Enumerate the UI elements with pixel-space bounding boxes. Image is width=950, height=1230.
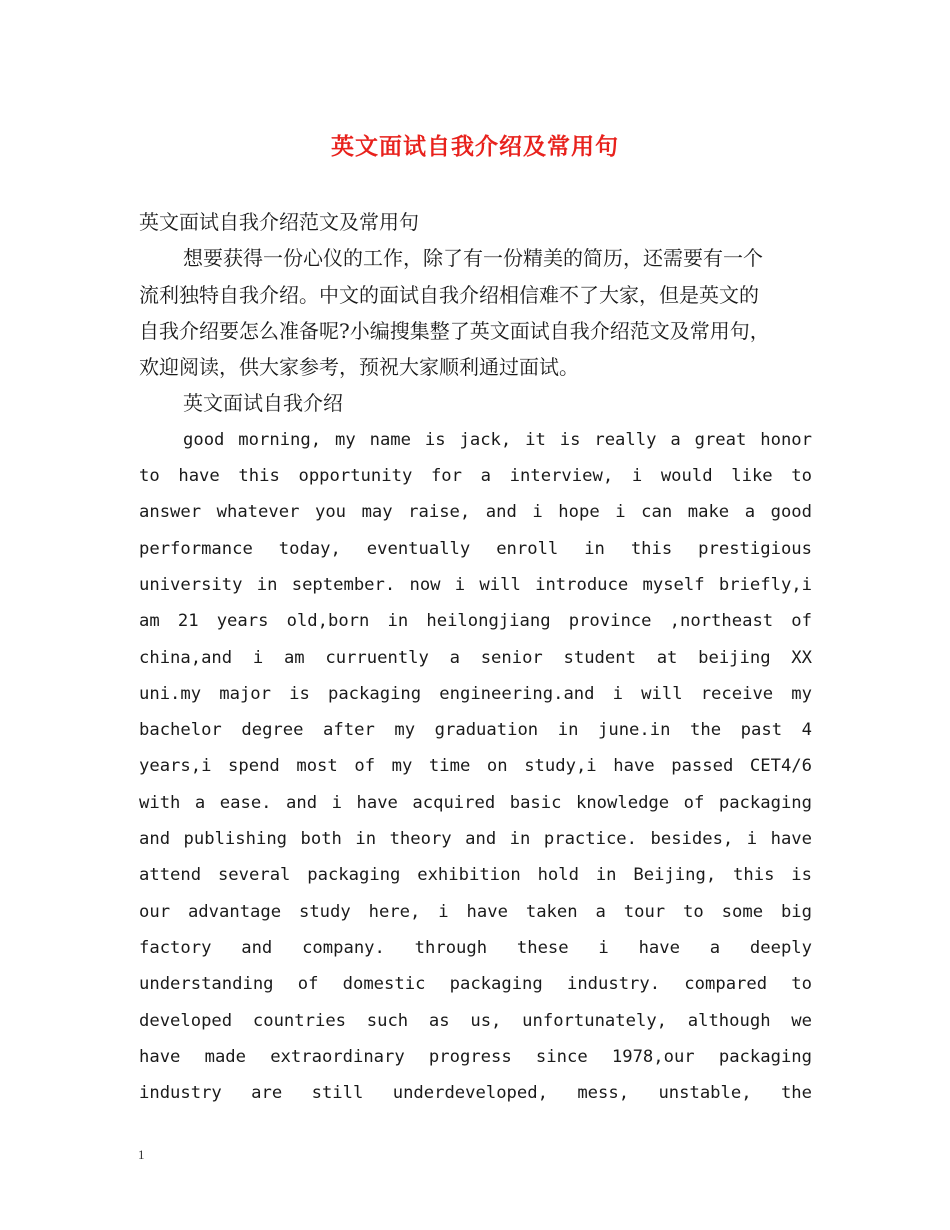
document-body bbox=[139, 204, 812, 1111]
english-line: years,i spend most of my time on study,i have passed CET4/6 bbox=[139, 756, 812, 777]
intro-line: 欢迎阅读，供大家参考，预祝大家顺利通过面试。 bbox=[139, 355, 579, 380]
english-line: industry are still underdeveloped, mess, unstable, the bbox=[139, 1083, 812, 1104]
english-line: understanding of domestic packaging industry. compared to bbox=[139, 974, 812, 995]
english-line: factory and company. through these i have a deeply bbox=[139, 937, 812, 958]
english-line: have made extraordinary progress since 1978,our packaging bbox=[139, 1046, 812, 1067]
english-line: uni.my major is packaging engineering.and i will receive my bbox=[139, 683, 812, 704]
english-line: and publishing both in theory and in practice. besides, i have bbox=[139, 829, 812, 850]
intro-line: 想要获得一份心仪的工作，除了有一份精美的简历，还需要有一个 bbox=[183, 246, 763, 271]
document-subtitle: 英文面试自我介绍范文及常用句 bbox=[139, 210, 419, 234]
english-line: with a ease. and i have acquired basic knowledge of packaging bbox=[139, 792, 812, 813]
english-line: performance today, eventually enroll in this prestigious bbox=[139, 538, 812, 559]
intro-paragraph bbox=[139, 240, 812, 385]
intro-line: 流利独特自我介绍。中文的面试自我介绍相信难不了大家，但是英文的 bbox=[139, 282, 759, 307]
english-line: answer whatever you may raise, and i hope i can make a good bbox=[139, 502, 812, 523]
english-line: good morning, my name is jack, it is really a great honor bbox=[183, 429, 812, 450]
page-number: 1 bbox=[138, 1147, 145, 1162]
document-title: 英文面试自我介绍及常用句 bbox=[331, 133, 619, 160]
section-heading: 英文面试自我介绍 bbox=[183, 391, 343, 416]
intro-line: 自我介绍要怎么准备呢?小编搜集整了英文面试自我介绍范文及常用句， bbox=[139, 318, 770, 343]
english-line: to have this opportunity for a interview, i would like to bbox=[139, 466, 812, 487]
english-line: attend several packaging exhibition hold in Beijing, this is bbox=[139, 865, 812, 886]
english-line: developed countries such as us, unfortunately, although we bbox=[139, 1010, 812, 1031]
english-line: our advantage study here, i have taken a tour to some big bbox=[139, 901, 812, 922]
english-paragraph bbox=[139, 422, 812, 1112]
english-line: china,and i am curruently a senior student at beijing XX bbox=[139, 647, 812, 668]
english-line: university in september. now i will introduce myself briefly,i bbox=[139, 574, 812, 595]
english-line: am 21 years old,born in heilongjiang province ,northeast of bbox=[139, 611, 812, 632]
english-line: bachelor degree after my graduation in june.in the past 4 bbox=[139, 720, 812, 741]
